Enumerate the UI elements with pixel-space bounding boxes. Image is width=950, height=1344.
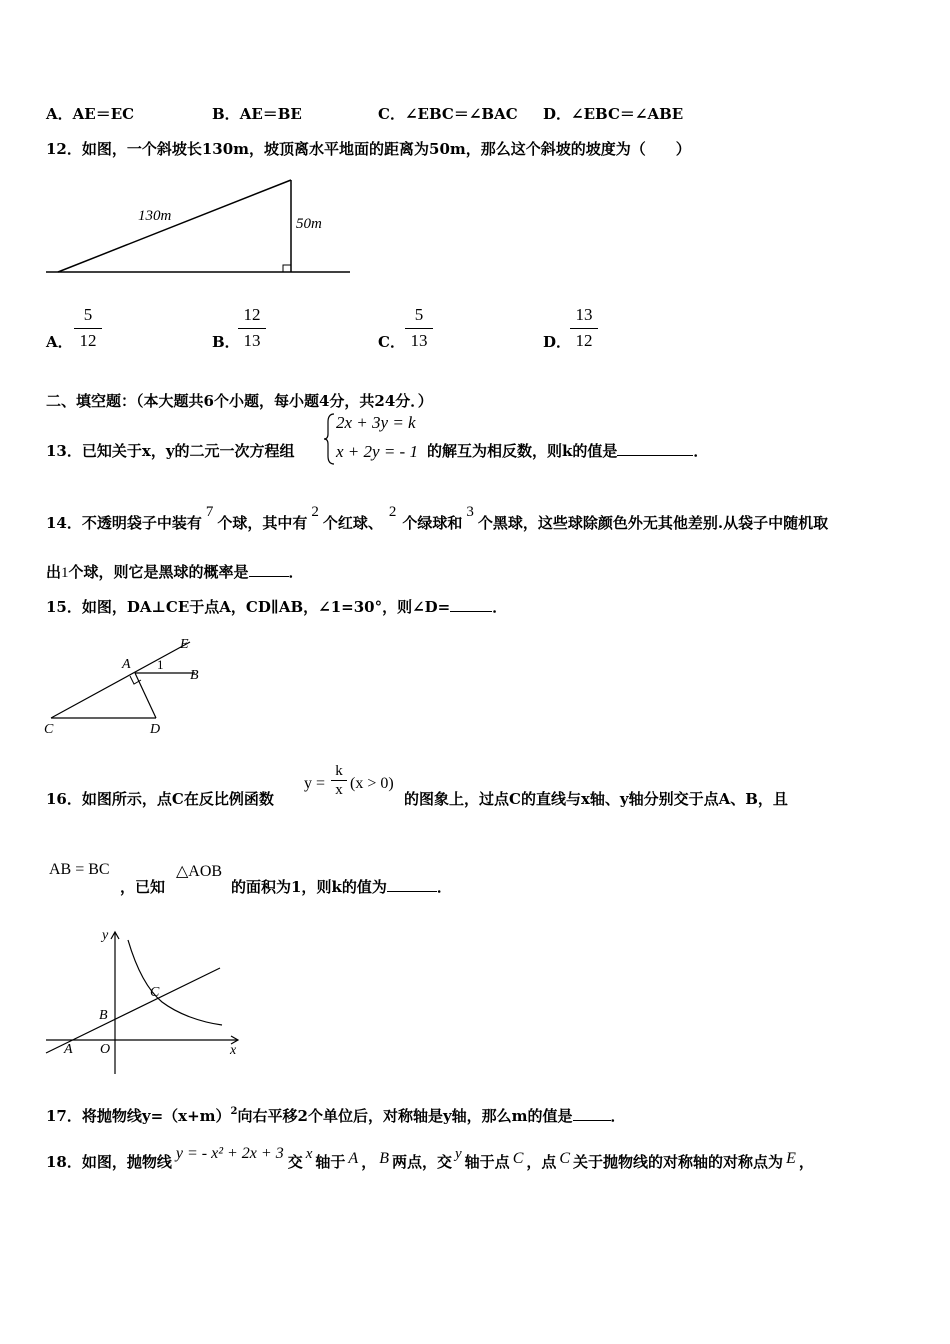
- q14-total: 7: [205, 504, 214, 520]
- q17-answer-blank[interactable]: [573, 1106, 611, 1121]
- label-angle-1: 1: [157, 657, 164, 672]
- q16-graph-figure: [40, 922, 250, 1080]
- q16-line-2-rest: 的面积为1，则k的值为 ．: [231, 878, 452, 896]
- q14-red: 2: [311, 504, 319, 520]
- q16-func-y: y =: [304, 775, 326, 792]
- q12-option-c-letter: C．: [378, 333, 405, 351]
- q11-option-b: B．AE＝BE: [212, 105, 302, 123]
- label-a: A: [122, 657, 131, 672]
- label-y: y: [102, 928, 109, 943]
- q16-func-fraction: k x: [331, 762, 347, 799]
- q12-option-d-letter: D．: [543, 333, 572, 351]
- q15-figure: [40, 630, 215, 740]
- q14-black: 3: [466, 504, 474, 520]
- q12-option-b-letter: B．: [212, 333, 240, 351]
- q16-given: ，已知: [120, 878, 166, 896]
- q12-option-d-fraction: 13 12: [566, 305, 602, 351]
- height-label: 50m: [296, 216, 322, 232]
- q11-option-d: D．∠EBC＝∠ABE: [543, 105, 684, 123]
- label-e: E: [180, 637, 189, 652]
- q12-option-c-fraction: 5 13: [401, 305, 437, 351]
- label-b: B: [99, 1008, 108, 1023]
- q18-stem: 18．如图，抛物线 y = - x² + 2x + 3 交 x 轴于 A ， B 两点，交 y 轴于点 C ，点 C 关于抛物线的对称轴的对称点为 E ，: [46, 1145, 814, 1171]
- hyperbola-curve: [128, 940, 222, 1025]
- q18-parabola-function: y = - x² + 2x + 3: [175, 1145, 284, 1162]
- q14-line-2: 出1个球，则它是黑球的概率是 ．: [46, 563, 304, 581]
- q14-line-1: 14．不透明袋子中装有7个球，其中有2个红球、2个绿球和3个黑球，这些球除颜色外无其他差别.从袋子中随机取: [46, 504, 829, 532]
- q11-option-c: C．∠EBC＝∠BAC: [378, 105, 518, 123]
- right-angle-mark: [283, 265, 291, 272]
- q12-option-a-fraction: 5 12: [70, 305, 106, 351]
- q13-prefix: 13．已知关于x，y的二元一次方程组: [46, 442, 295, 460]
- slope-line: [58, 180, 291, 272]
- q16-func-condition: (x > 0): [350, 775, 394, 792]
- line-ce: [51, 642, 190, 718]
- label-c: C: [150, 985, 160, 1000]
- q12-slope-figure: [40, 172, 360, 282]
- slope-label: 130m: [138, 208, 172, 224]
- q16-line-1-rest: 的图象上，过点C的直线与x轴、y轴分别交于点A、B，且: [404, 790, 788, 808]
- q12-option-b-fraction: 12 13: [234, 305, 270, 351]
- q16-answer-blank[interactable]: [387, 877, 437, 892]
- label-c: C: [44, 722, 54, 737]
- q12-stem: 12．如图，一个斜坡长130m，坡顶离水平地面的距离为50m，那么这个斜坡的坡度为（ ）: [46, 140, 691, 158]
- label-o: O: [100, 1042, 111, 1057]
- q12-option-a-letter: A．: [46, 333, 73, 351]
- q16-ab-eq-bc: AB = BC: [49, 861, 110, 878]
- q17-stem: 17．将抛物线$y=(x+m)^2$向右平移2个单位后，对称轴是y轴，那么m的值是 ．: [46, 1106, 626, 1125]
- line-ad: [135, 673, 156, 718]
- q14-answer-blank[interactable]: [249, 562, 289, 577]
- q11-option-a: A．AE＝EC: [46, 105, 135, 123]
- q16-triangle-aob: △AOB: [176, 863, 223, 880]
- q15-stem: 15．如图，DA⊥CE于点A，CD∥AB，∠1=30°，则∠D= ．: [46, 598, 508, 616]
- q13-brace: [322, 412, 336, 466]
- q14-green: 2: [388, 504, 397, 520]
- label-x: x: [230, 1043, 237, 1058]
- label-b: B: [190, 668, 199, 683]
- label-a: A: [64, 1042, 73, 1057]
- q13-answer-blank[interactable]: [617, 441, 693, 456]
- label-d: D: [150, 722, 161, 737]
- q13-equation-2: x + 2y = - 1: [336, 442, 418, 461]
- q15-answer-blank[interactable]: [450, 597, 492, 612]
- q13-equation-1: 2x + 3y = k: [336, 413, 416, 432]
- section-2-title: 二、填空题：（本大题共6个小题，每小题4分，共24分．）: [46, 392, 433, 410]
- q13-suffix: 的解互为相反数，则k的值是 ．: [427, 442, 709, 460]
- q16-prefix: 16．如图所示，点C在反比例函数: [46, 790, 274, 808]
